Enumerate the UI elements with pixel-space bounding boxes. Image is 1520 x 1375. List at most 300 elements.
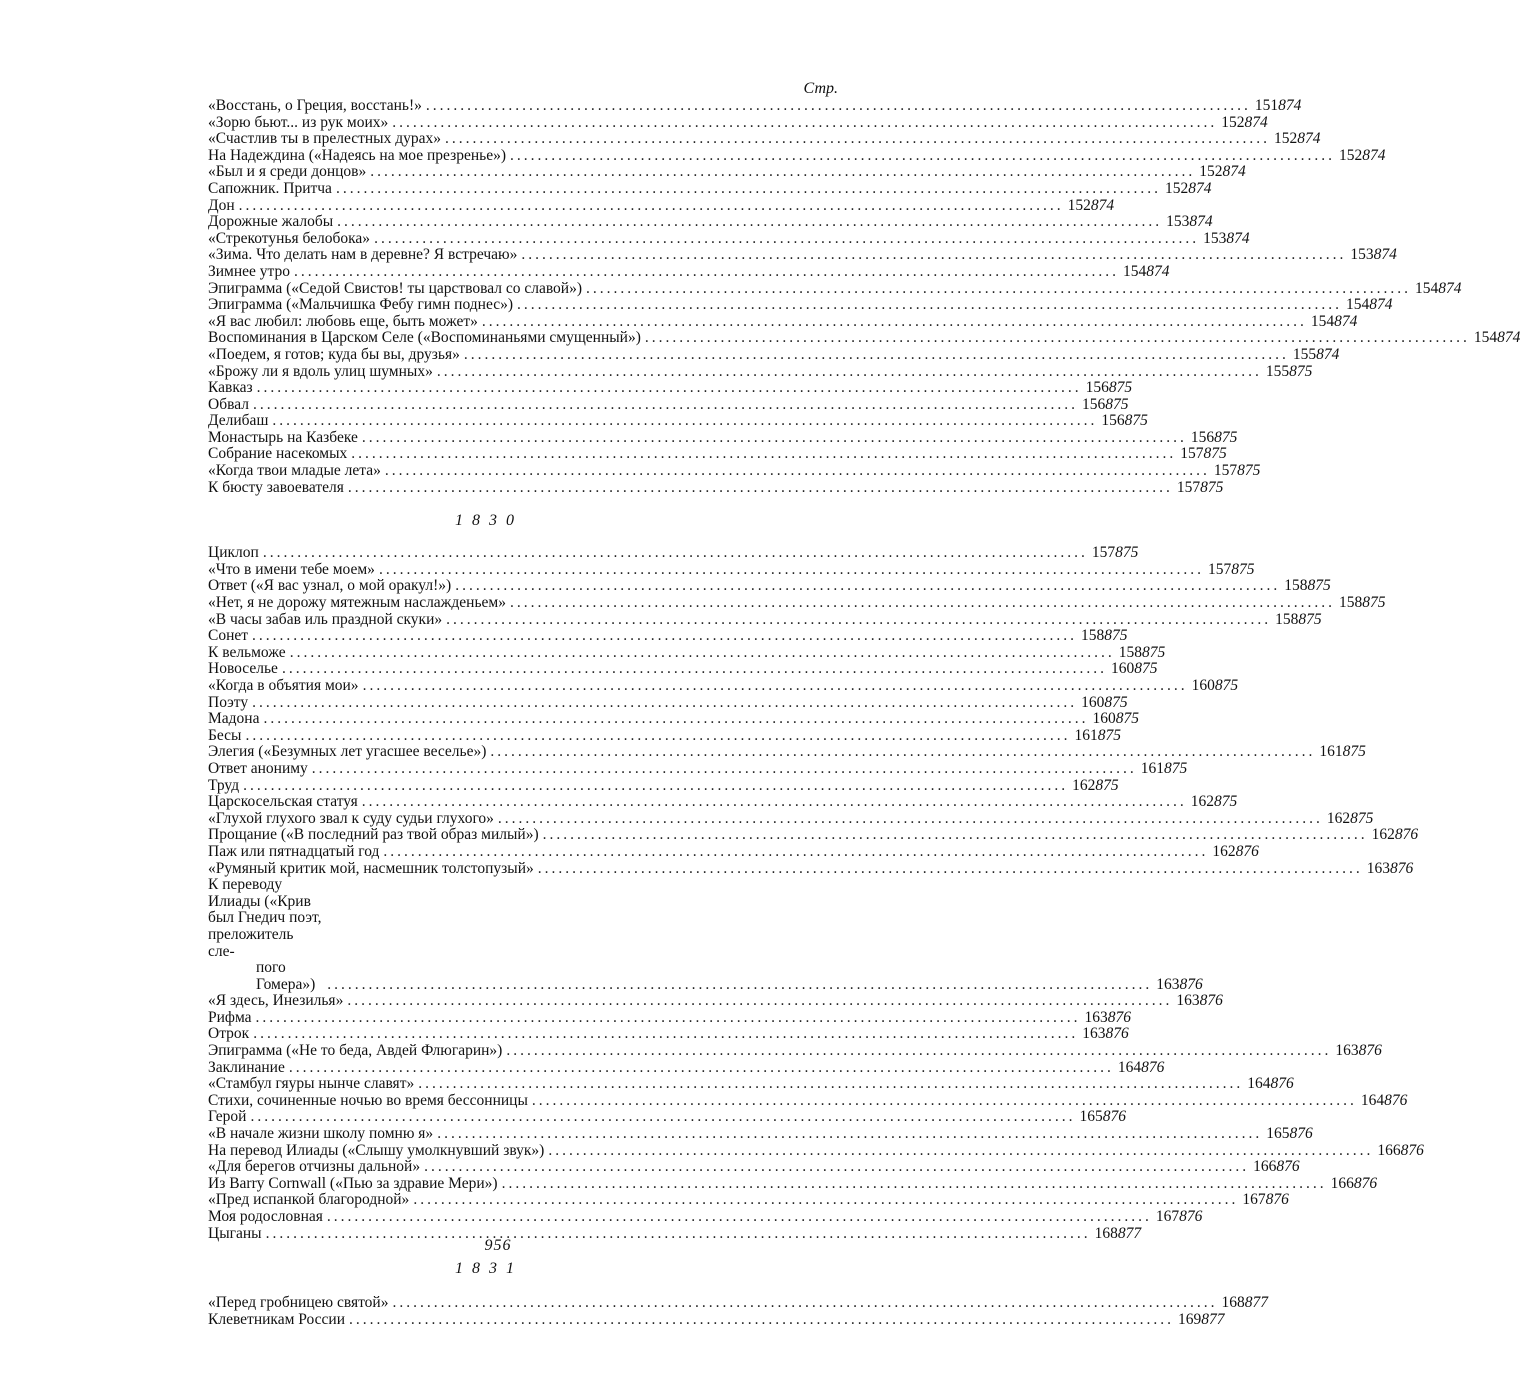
entry-title: «Зима. Что делать нам в деревне? Я встречаю» — [208, 246, 518, 264]
entry-note-page: 876 — [1289, 1125, 1313, 1143]
entry-note-page: 876 — [1400, 1141, 1424, 1159]
entry-page: 152 — [1199, 163, 1223, 181]
entry-title: Обвал — [208, 395, 249, 413]
entry-page: 154 — [1310, 312, 1335, 330]
leader-dots: ........................................................................................................................ — [436, 362, 1262, 380]
leader-dots: ........................................................................................................................ — [362, 677, 1188, 694]
entry-title: Монастырь на Казбеке — [208, 428, 358, 446]
toc-entry — [208, 428, 1238, 447]
entry-note-page: 875 — [1097, 726, 1121, 744]
toc-entry — [208, 395, 1129, 414]
toc-entry — [208, 1075, 1294, 1093]
leader-dots: ........................................................................................................................ — [374, 229, 1200, 247]
entry-title: Отрок — [208, 1025, 250, 1043]
toc-entry — [208, 1042, 1382, 1060]
entry-page: 157 — [1091, 544, 1116, 562]
leader-dots: ........................................................................................................................ — [531, 1091, 1357, 1109]
entry-title: Герой — [208, 1108, 247, 1126]
entry-page: 164 — [1117, 1058, 1142, 1076]
entry-page: 160 — [1191, 677, 1215, 694]
entry-title: Бесы — [208, 726, 242, 744]
entry-note-page: 875 — [1134, 660, 1158, 678]
entry-page: 153 — [1203, 229, 1227, 247]
entry-note-page: 875 — [1104, 693, 1128, 711]
entry-page: 156 — [1101, 412, 1125, 430]
toc-entry — [208, 1208, 1203, 1226]
toc-entry — [208, 594, 1386, 612]
toc-entry — [208, 743, 1366, 761]
entry-note-page: 875 — [1214, 677, 1239, 694]
entry-page: 153 — [1166, 213, 1190, 231]
leader-dots: ........................................................................................................................ — [250, 1108, 1076, 1126]
leader-dots: ........................................................................................................................ — [253, 1025, 1079, 1043]
leader-dots: ........................................................................................................................ — [294, 262, 1120, 280]
leader-dots: ........................................................................................................................ — [509, 594, 1335, 612]
toc-entry — [208, 196, 1115, 215]
entry-note-page: 875 — [1141, 643, 1166, 661]
toc-entry — [208, 1125, 1313, 1143]
leader-dots: ........................................................................................................................ — [384, 462, 1210, 480]
entry-title: На перевод Илиады («Слышу умолкнувший звук») — [208, 1141, 545, 1159]
entry-note-page: 875 — [1289, 362, 1313, 380]
leader-dots: ........................................................................................................................ — [437, 1125, 1263, 1143]
toc-entry — [208, 445, 1227, 463]
leader-dots: ........................................................................................................................ — [392, 113, 1218, 131]
toc-entry — [208, 113, 1268, 132]
leader-dots: ........................................................................................................................ — [256, 379, 1082, 397]
entry-note-page: 876 — [1390, 859, 1414, 877]
toc-entry — [208, 130, 1321, 148]
entry-title: Дорожные жалобы — [208, 213, 334, 231]
entry-note-page: 875 — [1237, 462, 1261, 480]
entry-note-page: 875 — [1362, 594, 1386, 612]
leader-dots: ........................................................................................................................ — [481, 312, 1307, 330]
toc-entry — [208, 246, 1397, 264]
entry-title: Паж или пятнадцатый год — [208, 842, 380, 860]
toc-entry — [208, 660, 1158, 678]
leader-dots: ........................................................................................................................ — [446, 610, 1272, 628]
entry-page: 152 — [1273, 130, 1298, 148]
entry-page: 158 — [1338, 594, 1363, 612]
entry-note-page: 876 — [1276, 1158, 1300, 1176]
entry-page: 158 — [1081, 627, 1105, 645]
entry-note-page: 875 — [1298, 610, 1322, 628]
entry-note-page: 875 — [1108, 379, 1133, 397]
leader-dots: ........................................................................................................................ — [289, 643, 1115, 661]
entry-page: 167 — [1242, 1191, 1266, 1209]
leader-dots: ........................................................................................................................ — [392, 1294, 1218, 1312]
entry-note-page: 876 — [1179, 975, 1203, 993]
entry-title: «Был и я среди донцов» — [208, 163, 367, 181]
entry-page: 169 — [1178, 1310, 1202, 1328]
toc-entry — [208, 97, 1302, 115]
toc-entry — [208, 776, 1119, 795]
leader-dots: ........................................................................................................................ — [506, 1042, 1332, 1060]
entry-page: 161 — [1140, 759, 1165, 777]
entry-title: К бюсту завоевателя — [208, 478, 344, 496]
leader-dots: ........................................................................................................................ — [272, 412, 1098, 430]
entry-title: Эпиграмма («Не то беда, Авдей Флюгарин») — [208, 1042, 503, 1060]
entry-note-page: 876 — [1235, 842, 1259, 860]
leader-dots: ........................................................................................................................ — [517, 296, 1342, 314]
entry-note-page: 875 — [1200, 478, 1224, 496]
entry-title: «Поедем, я готов; куда бы вы, друзья» — [208, 345, 460, 363]
toc-entry — [208, 146, 1386, 165]
toc-entry — [208, 544, 1139, 562]
leader-dots: ........................................................................................................................ — [542, 826, 1368, 844]
toc-entry — [208, 345, 1340, 364]
toc-entry — [208, 677, 1239, 695]
entry-note-page: 874 — [1278, 97, 1302, 114]
leader-dots: ........................................................................................................................ — [424, 1158, 1250, 1176]
leader-dots: ........................................................................................................................ — [644, 329, 1470, 347]
entry-page: 160 — [1092, 710, 1116, 728]
entry-title: «Что в имени тебе моем» — [208, 560, 375, 578]
leader-dots: ........................................................................................................................ — [252, 693, 1078, 711]
toc-entry — [208, 362, 1313, 381]
entry-page: 151 — [1254, 97, 1279, 114]
entry-note-page: 874 — [1362, 146, 1386, 164]
entry-title: «Восстань, о Греция, восстань!» — [208, 97, 422, 114]
entry-page: 154 — [1123, 262, 1147, 280]
toc-entry — [208, 710, 1139, 728]
entry-note-page: 874 — [1373, 246, 1397, 264]
entry-title: Моя родословная — [208, 1208, 323, 1225]
toc-entry — [208, 1191, 1289, 1209]
entry-note-page: 874 — [1226, 229, 1250, 247]
entry-title: На Надеждина («Надеясь на мое презренье») — [208, 146, 507, 164]
leader-dots: ........................................................................................................................ — [245, 726, 1071, 744]
entry-note-page: 876 — [1394, 826, 1419, 844]
entry-note-page: 877 — [1244, 1294, 1268, 1312]
entry-note-page: 874 — [1189, 213, 1213, 231]
entry-page: 157 — [1176, 478, 1201, 496]
toc-entry — [208, 262, 1170, 281]
entry-page: 152 — [1164, 179, 1189, 197]
entry-note-page: 875 — [1350, 809, 1374, 827]
entry-page: 158 — [1284, 577, 1308, 595]
leader-dots: ........................................................................................................................ — [265, 1224, 1091, 1242]
entry-title-line2: пого Гомера») — [256, 959, 316, 993]
entry-note-page: 875 — [1231, 560, 1255, 578]
entry-note-page: 876 — [1384, 1091, 1408, 1109]
entry-title: Из Barry Cornwall («Пью за здравие Мери») — [208, 1174, 498, 1192]
toc-entry — [208, 1294, 1268, 1312]
entry-title: «Стамбул гяуры нынче славят» — [208, 1075, 415, 1093]
entry-page: 158 — [1118, 643, 1142, 661]
entry-title: Эпиграмма («Мальчишка Фебу гимн поднес») — [208, 296, 513, 314]
entry-note-page: 876 — [1265, 1191, 1289, 1209]
toc-entry — [208, 179, 1212, 198]
entry-page: 157 — [1213, 462, 1238, 480]
toc-entry — [208, 229, 1250, 248]
toc-entry — [208, 560, 1255, 579]
entry-note-page: 874 — [1146, 262, 1170, 280]
leader-dots: ........................................................................................................................ — [326, 1208, 1152, 1225]
leader-dots: ........................................................................................................................ — [311, 759, 1137, 777]
entry-page: 152 — [1221, 113, 1245, 131]
entry-note-page: 875 — [1203, 445, 1227, 463]
entry-note-page: 876 — [1102, 1108, 1126, 1126]
entry-note-page: 875 — [1164, 759, 1188, 777]
toc-entry — [208, 643, 1166, 662]
entry-page: 158 — [1275, 610, 1299, 628]
entry-title: Новоселье — [208, 660, 278, 678]
year-heading-1831: 1831 — [455, 1260, 523, 1278]
entry-page: 160 — [1110, 660, 1135, 678]
leader-dots: ........................................................................................................................ — [510, 146, 1336, 164]
entry-title: Сапожник. Притча — [208, 179, 332, 197]
entry-title: Цыганы — [208, 1224, 262, 1242]
entry-title: Клеветникам России — [208, 1310, 346, 1328]
leader-dots: ........................................................................................................................ — [537, 859, 1363, 877]
entry-title: «Для берегов отчизны дальной» — [208, 1158, 421, 1176]
entry-page: 163 — [1335, 1042, 1359, 1060]
entry-page: 168 — [1221, 1294, 1245, 1312]
entry-page: 167 — [1155, 1208, 1180, 1225]
entry-page: 162 — [1326, 809, 1351, 827]
entry-title: Дон — [208, 196, 235, 214]
entry-title: Царскосельская статуя — [208, 793, 358, 811]
entry-page: 162 — [1072, 776, 1096, 794]
leader-dots: ........................................................................................................................ — [361, 793, 1187, 811]
entry-page: 154 — [1415, 279, 1439, 297]
page-column-label: Стр. — [803, 80, 838, 97]
leader-dots: ........................................................................................................................ — [361, 428, 1187, 446]
entry-page: 154 — [1346, 296, 1370, 314]
entry-title: «В начале жизни школу помню я» — [208, 1125, 434, 1143]
entry-page: 154 — [1473, 329, 1498, 347]
toc-entry — [208, 1141, 1424, 1160]
entry-note-page: 875 — [1115, 544, 1139, 562]
entry-title: «Когда твои младые лета» — [208, 462, 381, 480]
entry-page: 168 — [1094, 1224, 1118, 1242]
toc-entry — [208, 1108, 1126, 1126]
toc-entry-two-line — [208, 876, 1203, 993]
entry-note-page: 874 — [1090, 196, 1115, 214]
entry-title: «Пред испанкой благородной» — [208, 1191, 410, 1209]
entry-page: 166 — [1330, 1174, 1354, 1192]
entry-title: Стихи, сочиненные ночью во время бессонницы — [208, 1091, 528, 1109]
entry-note-page: 876 — [1270, 1075, 1294, 1093]
entry-title: «Брожу ли я вдоль улиц шумных» — [208, 362, 433, 380]
toc-entry — [208, 379, 1133, 397]
entry-page: 165 — [1079, 1108, 1103, 1126]
toc-entry — [208, 826, 1419, 844]
entry-page: 162 — [1371, 826, 1395, 844]
entry-page: 166 — [1253, 1158, 1277, 1176]
entry-note-page: 876 — [1105, 1025, 1129, 1043]
toc-entry — [208, 1025, 1129, 1043]
entry-page: 155 — [1292, 345, 1317, 363]
leader-dots: ........................................................................................................................ — [281, 660, 1107, 678]
toc-entry — [208, 577, 1331, 595]
entry-title: Мадона — [208, 710, 260, 728]
entry-note-page: 874 — [1438, 279, 1462, 297]
toc-entry — [208, 859, 1414, 878]
page-number: 956 — [484, 1237, 512, 1254]
entry-note-page: 875 — [1307, 577, 1331, 595]
toc-entry — [208, 1008, 1132, 1027]
entry-note-page: 875 — [1104, 627, 1128, 645]
entry-page: 157 — [1207, 560, 1232, 578]
entry-title: Заклинание — [208, 1058, 285, 1076]
entry-note-page: 876 — [1353, 1174, 1378, 1192]
leader-dots: ........................................................................................................................ — [586, 279, 1412, 297]
leader-dots: ........................................................................................................................ — [252, 627, 1078, 645]
leader-dots: ........................................................................................................................ — [347, 992, 1173, 1010]
toc-entry — [208, 627, 1128, 645]
entry-page: 155 — [1265, 362, 1290, 380]
entry-page: 163 — [1366, 859, 1390, 877]
entry-title: Зимнее утро — [208, 262, 291, 280]
leader-dots: ........................................................................................................................ — [335, 179, 1161, 197]
toc-entry — [208, 726, 1121, 745]
entry-page: 163 — [1082, 1025, 1106, 1043]
entry-title: «Зорю бьют... из рук моих» — [208, 113, 389, 131]
leader-dots: ........................................................................................................................ — [238, 196, 1064, 214]
leader-dots: ........................................................................................................................ — [351, 445, 1177, 463]
entry-title-line1: К переводу Илиады («Крив был Гнедич поэт, преложитель сле- — [208, 876, 322, 960]
entry-title: «Стрекотунья белобока» — [208, 229, 371, 247]
entry-title: «Счастлив ты в прелестных дурах» — [208, 130, 441, 148]
toc-entry — [208, 1058, 1165, 1077]
entry-note-page: 874 — [1316, 345, 1340, 363]
entry-title: «Перед гробницею святой» — [208, 1294, 389, 1312]
entry-page: 163 — [1084, 1008, 1108, 1026]
toc-entry — [208, 610, 1322, 629]
entry-title: Собрание насекомых — [208, 445, 348, 463]
entry-page: 157 — [1180, 445, 1204, 463]
entry-title: Ответ («Я вас узнал, о мой оракул!») — [208, 577, 452, 595]
toc-entry — [208, 693, 1128, 712]
year-heading-1830: 1830 — [455, 512, 523, 530]
toc-entry — [208, 809, 1374, 828]
table-of-contents — [208, 76, 1520, 1328]
leader-dots: ........................................................................................................................ — [370, 163, 1196, 181]
entry-page: 160 — [1081, 693, 1105, 711]
toc-entry — [208, 279, 1462, 298]
entry-title: Ответ анониму — [208, 759, 308, 777]
entry-note-page: 874 — [1334, 312, 1358, 330]
leader-dots: ........................................................................................................................ — [337, 213, 1163, 231]
entry-page: 156 — [1190, 428, 1215, 446]
entry-page: 152 — [1067, 196, 1091, 214]
entry-page: 156 — [1081, 395, 1106, 413]
leader-dots: ........................................................................................................................ — [262, 544, 1088, 562]
entry-note-page: 876 — [1141, 1058, 1165, 1076]
entry-note-page: 875 — [1214, 793, 1238, 811]
toc-entry — [208, 759, 1188, 778]
leader-dots: ........................................................................................................................ — [263, 710, 1089, 728]
toc-entry — [208, 1310, 1225, 1329]
entry-note-page: 875 — [1124, 412, 1148, 430]
entry-page: 166 — [1377, 1141, 1401, 1159]
entry-page: 153 — [1350, 246, 1374, 264]
entry-title: «Глухой глухого звал к суду судьи глухого» — [208, 809, 494, 827]
entry-title: Воспоминания в Царском Селе («Воспоминаньями смущенный») — [208, 329, 641, 347]
toc-entry — [208, 296, 1393, 314]
entry-note-page: 874 — [1297, 130, 1321, 148]
section-1831 — [208, 1294, 1268, 1328]
entry-title: Прощание («В последний раз твой образ милый») — [208, 826, 539, 844]
entry-page: 165 — [1266, 1125, 1290, 1143]
entry-note-page: 874 — [1497, 329, 1520, 347]
entry-note-page: 875 — [1342, 743, 1366, 761]
entry-title: К вельможе — [208, 643, 286, 661]
toc-entry — [208, 213, 1213, 231]
toc-entry — [208, 462, 1261, 480]
entry-page: 152 — [1339, 146, 1363, 164]
toc-entry — [208, 1091, 1408, 1110]
toc-entry — [208, 1158, 1300, 1176]
entry-note-page: 875 — [1115, 710, 1139, 728]
entry-title: Труд — [208, 776, 240, 794]
entry-note-page: 876 — [1358, 1042, 1382, 1060]
section-1829 — [208, 97, 1520, 496]
entry-note-page: 874 — [1244, 113, 1268, 131]
leader-dots: ........................................................................................................................ — [548, 1141, 1374, 1159]
toc-entry — [208, 842, 1259, 861]
entry-note-page: 875 — [1095, 776, 1119, 794]
entry-title: Поэту — [208, 693, 249, 711]
leader-dots: ........................................................................................................................ — [490, 743, 1316, 761]
leader-dots: ........................................................................................................................ — [347, 478, 1173, 496]
entry-page: 161 — [1074, 726, 1098, 744]
entry-page: 161 — [1319, 743, 1343, 761]
entry-page: 163 — [1176, 992, 1200, 1010]
leader-dots: ........................................................................................................................ — [288, 1058, 1114, 1076]
leader-dots: ........................................................................................................................ — [349, 1310, 1175, 1328]
toc-entry — [208, 1174, 1378, 1193]
section-1830 — [208, 544, 1419, 877]
entry-title: Делибаш — [208, 412, 269, 430]
entry-page: 156 — [1085, 379, 1109, 397]
toc-entry — [208, 478, 1224, 497]
entry-page: 164 — [1360, 1091, 1385, 1109]
toc-entry — [208, 992, 1223, 1010]
entry-note-page: 874 — [1188, 179, 1212, 197]
toc-entry — [208, 312, 1358, 331]
leader-dots: ........................................................................................................................ — [413, 1191, 1239, 1209]
entry-title: «Румяный критик мой, насмешник толстопузый» — [208, 859, 534, 877]
entry-note-page: 875 — [1214, 428, 1238, 446]
toc-entry — [208, 412, 1148, 430]
leader-dots: ........................................................................................................................ — [383, 842, 1209, 860]
column-header-row — [208, 76, 840, 98]
leader-dots: ........................................................................................................................ — [521, 246, 1347, 264]
entry-title: «Я здесь, Инезилья» — [208, 992, 344, 1010]
entry-note-page: 877 — [1117, 1224, 1142, 1242]
leader-dots: ........................................................................................................................ — [378, 560, 1204, 578]
leader-dots: ........................................................................................................................ — [425, 97, 1251, 114]
entry-page: 164 — [1247, 1075, 1271, 1093]
leader-dots: ........................................................................................................................ — [243, 776, 1069, 794]
entry-page: 162 — [1190, 793, 1215, 811]
entry-note-page: 875 — [1105, 395, 1129, 413]
entry-title: Рифма — [208, 1008, 252, 1026]
leader-dots: ........................................................................................................................ — [255, 1008, 1081, 1026]
toc-entry — [208, 793, 1238, 811]
entry-title: Сонет — [208, 627, 249, 645]
entry-note-page: 876 — [1199, 992, 1223, 1010]
entry-title: «В часы забав иль праздной скуки» — [208, 610, 443, 628]
leader-dots: ........................................................................................................................ — [455, 577, 1281, 595]
leader-dots: ........................................................................................................................ — [463, 345, 1289, 363]
entry-title: «Я вас любил: любовь еще, быть может» — [208, 312, 478, 330]
entry-title: Кавказ — [208, 379, 253, 397]
entry-note-page: 874 — [1222, 163, 1246, 181]
